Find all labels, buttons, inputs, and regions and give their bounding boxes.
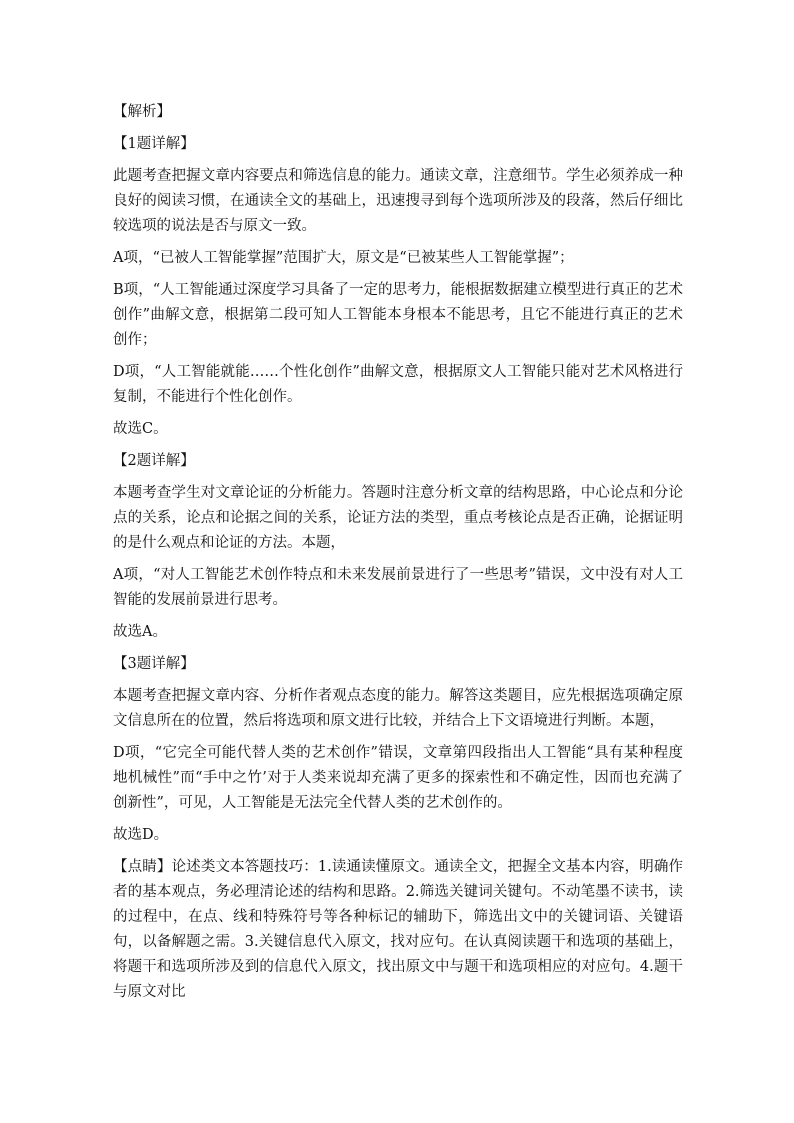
tip-label: 【点睛】: [113, 859, 172, 875]
q2-answer: 故选A。: [113, 624, 167, 640]
q2-intro: 本题考查学生对文章论证的分析能力。答题时注意分析文章的结构思路，中心论点和分论点的关系，论点和论据之间的关系，论证方法的类型，重点考核论点是否正确，论据证明的是什么观点和论证的方法。本题，: [113, 485, 683, 551]
q2-heading: 【2题详解】: [113, 453, 195, 469]
document-page: [113, 100, 683, 1005]
q1-intro: 此题考查把握文章内容要点和筛选信息的能力。通读文章，注意细节。学生必须养成一种良好的阅读习惯，在通读全文的基础上，迅速搜寻到每个选项所涉及的段落，然后仔细比较选项的说法是否与原文一致。: [113, 168, 683, 234]
analysis-label: 【解析】: [113, 104, 171, 120]
q3-answer: 故选D。: [113, 827, 169, 843]
q3-intro: 本题考查把握文章内容、分析作者观点态度的能力。解答这类题目，应先根据选项确定原文信息所在的位置，然后将选项和原文进行比较，并结合上下文语境进行判断。本题，: [113, 688, 683, 729]
q3-option-d: D项，“它完全可能代替人类的艺术创作”错误，文章第四段指出人工智能“具有某种程度地机械性”而“手中之竹’对于人类来说却充满了更多的探索性和不确定性，因而也充满了创新性”，可见，人工智能是无法完全代替人类的艺术创作的。: [113, 745, 683, 811]
tip-paragraph: [113, 855, 683, 1005]
q1-option-d: D项，“人工智能就能……个性化创作”曲解文意，根据原文人工智能只能对艺术风格进行复制，不能进行个性化创作。: [113, 364, 683, 405]
q3-heading: 【3题详解】: [113, 656, 195, 672]
q1-answer: 故选C。: [113, 421, 168, 437]
q2-option-a: A项，“对人工智能艺术创作特点和未来发展前景进行了一些思考”错误，文中没有对人工智能的发展前景进行思考。: [113, 567, 683, 608]
q1-option-b: B项，“人工智能通过深度学习具备了一定的思考力，能根据数据建立模型进行真正的艺术创作”曲解文意，根据第二段可知人工智能本身根本不能思考，且它不能进行真正的艺术创作；: [113, 282, 683, 348]
tip-text: 论述类文本答题技巧：1.读通读懂原文。通读全文，把握全文基本内容，明确作者的基本观点，务必理清论述的结构和思路。2.筛选关键词关键句。不动笔墨不读书，读的过程中，在点、线和特殊符号等各种标记的辅助下，筛选出文中的关键词语、关键语句，以备解题之需。3.关键信息代入原文，找对应句。在认真阅读题干和选项的基础上，将题干和选项所涉及到的信息代入原文，找出原文中与题干和选项相应的对应句。4.题干与原文对比: [113, 859, 683, 1000]
q1-heading: 【1题详解】: [113, 136, 195, 152]
q1-option-a: A项，“已被人工智能掌握”范围扩大，原文是“已被某些人工智能掌握”；: [113, 250, 574, 266]
